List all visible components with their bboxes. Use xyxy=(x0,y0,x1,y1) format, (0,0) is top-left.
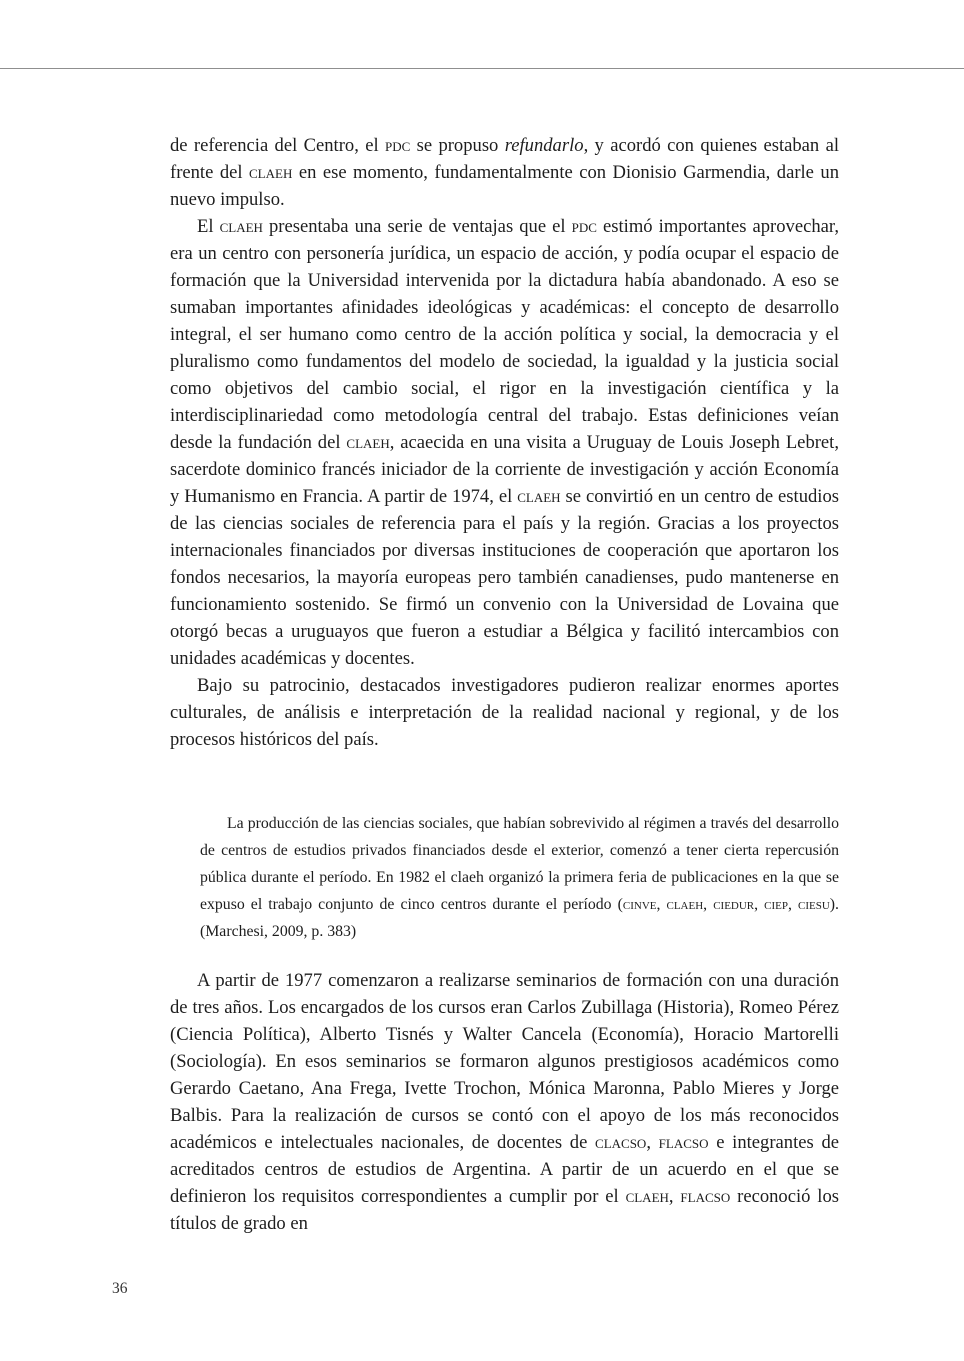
acronym: pdc xyxy=(571,216,597,237)
block-quote xyxy=(200,810,839,945)
separator: , xyxy=(788,896,799,913)
text-run: se convirtió en un centro de estudios de las ciencias sociales de referencia para el país y la región. Gracias a los proyectos internacionales financiados por diversas instituciones de cooperación que aportaron los fondos necesarios, la mayoría europeas pero también canadienses, pudo mantenerse en funcionamiento sostenido. Se firmó un convenio con la Universidad de Lovaina que otorgó becas a uruguayos que fueron a estudiar a Bélgica y facilitó intercambios con unidades académicas y docentes. xyxy=(170,486,839,669)
paragraph-2 xyxy=(170,213,839,672)
acronym: flacso xyxy=(680,1186,731,1207)
acronym: claeh xyxy=(219,216,263,237)
text-run: en ese momento, fundamentalmente con Dionisio Garmendia, darle un nuevo impulso. xyxy=(170,162,839,210)
body-text-upper xyxy=(170,132,839,753)
text-run: El xyxy=(197,216,220,237)
paragraph-3: Bajo su patrocinio, destacados investigadores pudieron realizar enormes aportes culturales, de análisis e interpretación de la realidad nacional y regional, y de los procesos históricos del país. xyxy=(170,675,839,750)
text-run: ). (Marchesi, 2009, p. 383) xyxy=(200,896,840,940)
acronym: claeh xyxy=(517,486,561,507)
paragraph-1 xyxy=(170,132,839,213)
acronym: ciedur xyxy=(713,896,755,913)
acronym: claeh xyxy=(625,1186,669,1207)
acronym: ciep xyxy=(764,896,788,913)
separator: , xyxy=(668,1186,681,1207)
separator: , xyxy=(703,896,714,913)
acronym: claeh xyxy=(249,162,293,183)
text-run: e integrantes de acreditados centros de estudios de Argentina. A partir de un acuerdo en el que se definieron los requisitos correspondientes a cumplir por el xyxy=(170,1132,839,1207)
acronym: flacso xyxy=(658,1132,709,1153)
separator: , xyxy=(656,896,667,913)
separator: , xyxy=(646,1132,659,1153)
acronym: claeh xyxy=(666,896,704,913)
text-run: se propuso xyxy=(410,135,505,156)
acronym: ciesu xyxy=(798,896,830,913)
header-rule xyxy=(0,68,964,69)
text-run: A partir de 1977 comenzaron a realizarse seminarios de formación con una duración de tres años. Los encargados de los cursos eran Carlos Zubillaga (Historia), Romeo Pérez (Ciencia Política), Alberto Tisnés y Walter Cancela (Economía), Horacio Martorelli (Sociología). En esos seminarios se formaron algunos prestigiosos académicos como Gerardo Caetano, Ana Frega, Ivette Trochon, Mónica Maronna, Pablo Mieres y Jorge Balbis. Para la realización de cursos se contó con el apoyo de los más reconocidos académicos e intelectuales nacionales, de docentes de xyxy=(170,970,839,1153)
page-number: 36 xyxy=(112,1280,128,1297)
paragraph-4 xyxy=(170,967,839,1237)
text-run: , y acordó con quienes estaban al frente del xyxy=(170,135,839,183)
emphasis: refundarlo xyxy=(504,135,584,156)
text-run: presentaba una serie de ventajas que el xyxy=(262,216,572,237)
acronym: clacso xyxy=(595,1132,647,1153)
acronym: claeh xyxy=(346,432,390,453)
text-run: La producción de las ciencias sociales, que habían sobrevivido al régimen a través del desarrollo de centros de estudios privados financiados desde el exterior, comenzó a tener cierta repercusión pública durante el período. En 1982 el claeh organizó la primera feria de publicaciones en la que se expuso el trabajo conjunto de cinco centros durante el período ( xyxy=(200,815,839,913)
acronym: pdc xyxy=(384,135,411,156)
acronym: cinve xyxy=(622,896,657,913)
text-run: de referencia del Centro, el xyxy=(170,135,385,156)
text-run: reconoció los títulos de grado en xyxy=(170,1186,840,1234)
text-run: estimó importantes aprovechar, era un centro con personería jurídica, un espacio de acción, y podía ocupar el espacio de formación que la Universidad intervenida por la dictadura había abandonado. A eso se sumaban importantes afinidades ideológicas y académicas: el concepto de desarrollo integral, el ser humano como centro de la acción política y social, la democracia y el pluralismo como fundamentos del modelo de sociedad, la igualdad y la justicia social como objetivos del cambio social, el rigor en la investigación científica y la interdisciplinariedad como metodología central del trabajo. Estas definiciones veían desde la fundación del xyxy=(170,216,839,453)
separator: , xyxy=(754,896,765,913)
text-run: , acaecida en una visita a Uruguay de Louis Joseph Lebret, sacerdote dominico francés iniciador de la corriente de investigación y acción Economía y Humanismo en Francia. A partir de 1974, el xyxy=(170,432,839,507)
body-text-lower xyxy=(170,967,839,1237)
